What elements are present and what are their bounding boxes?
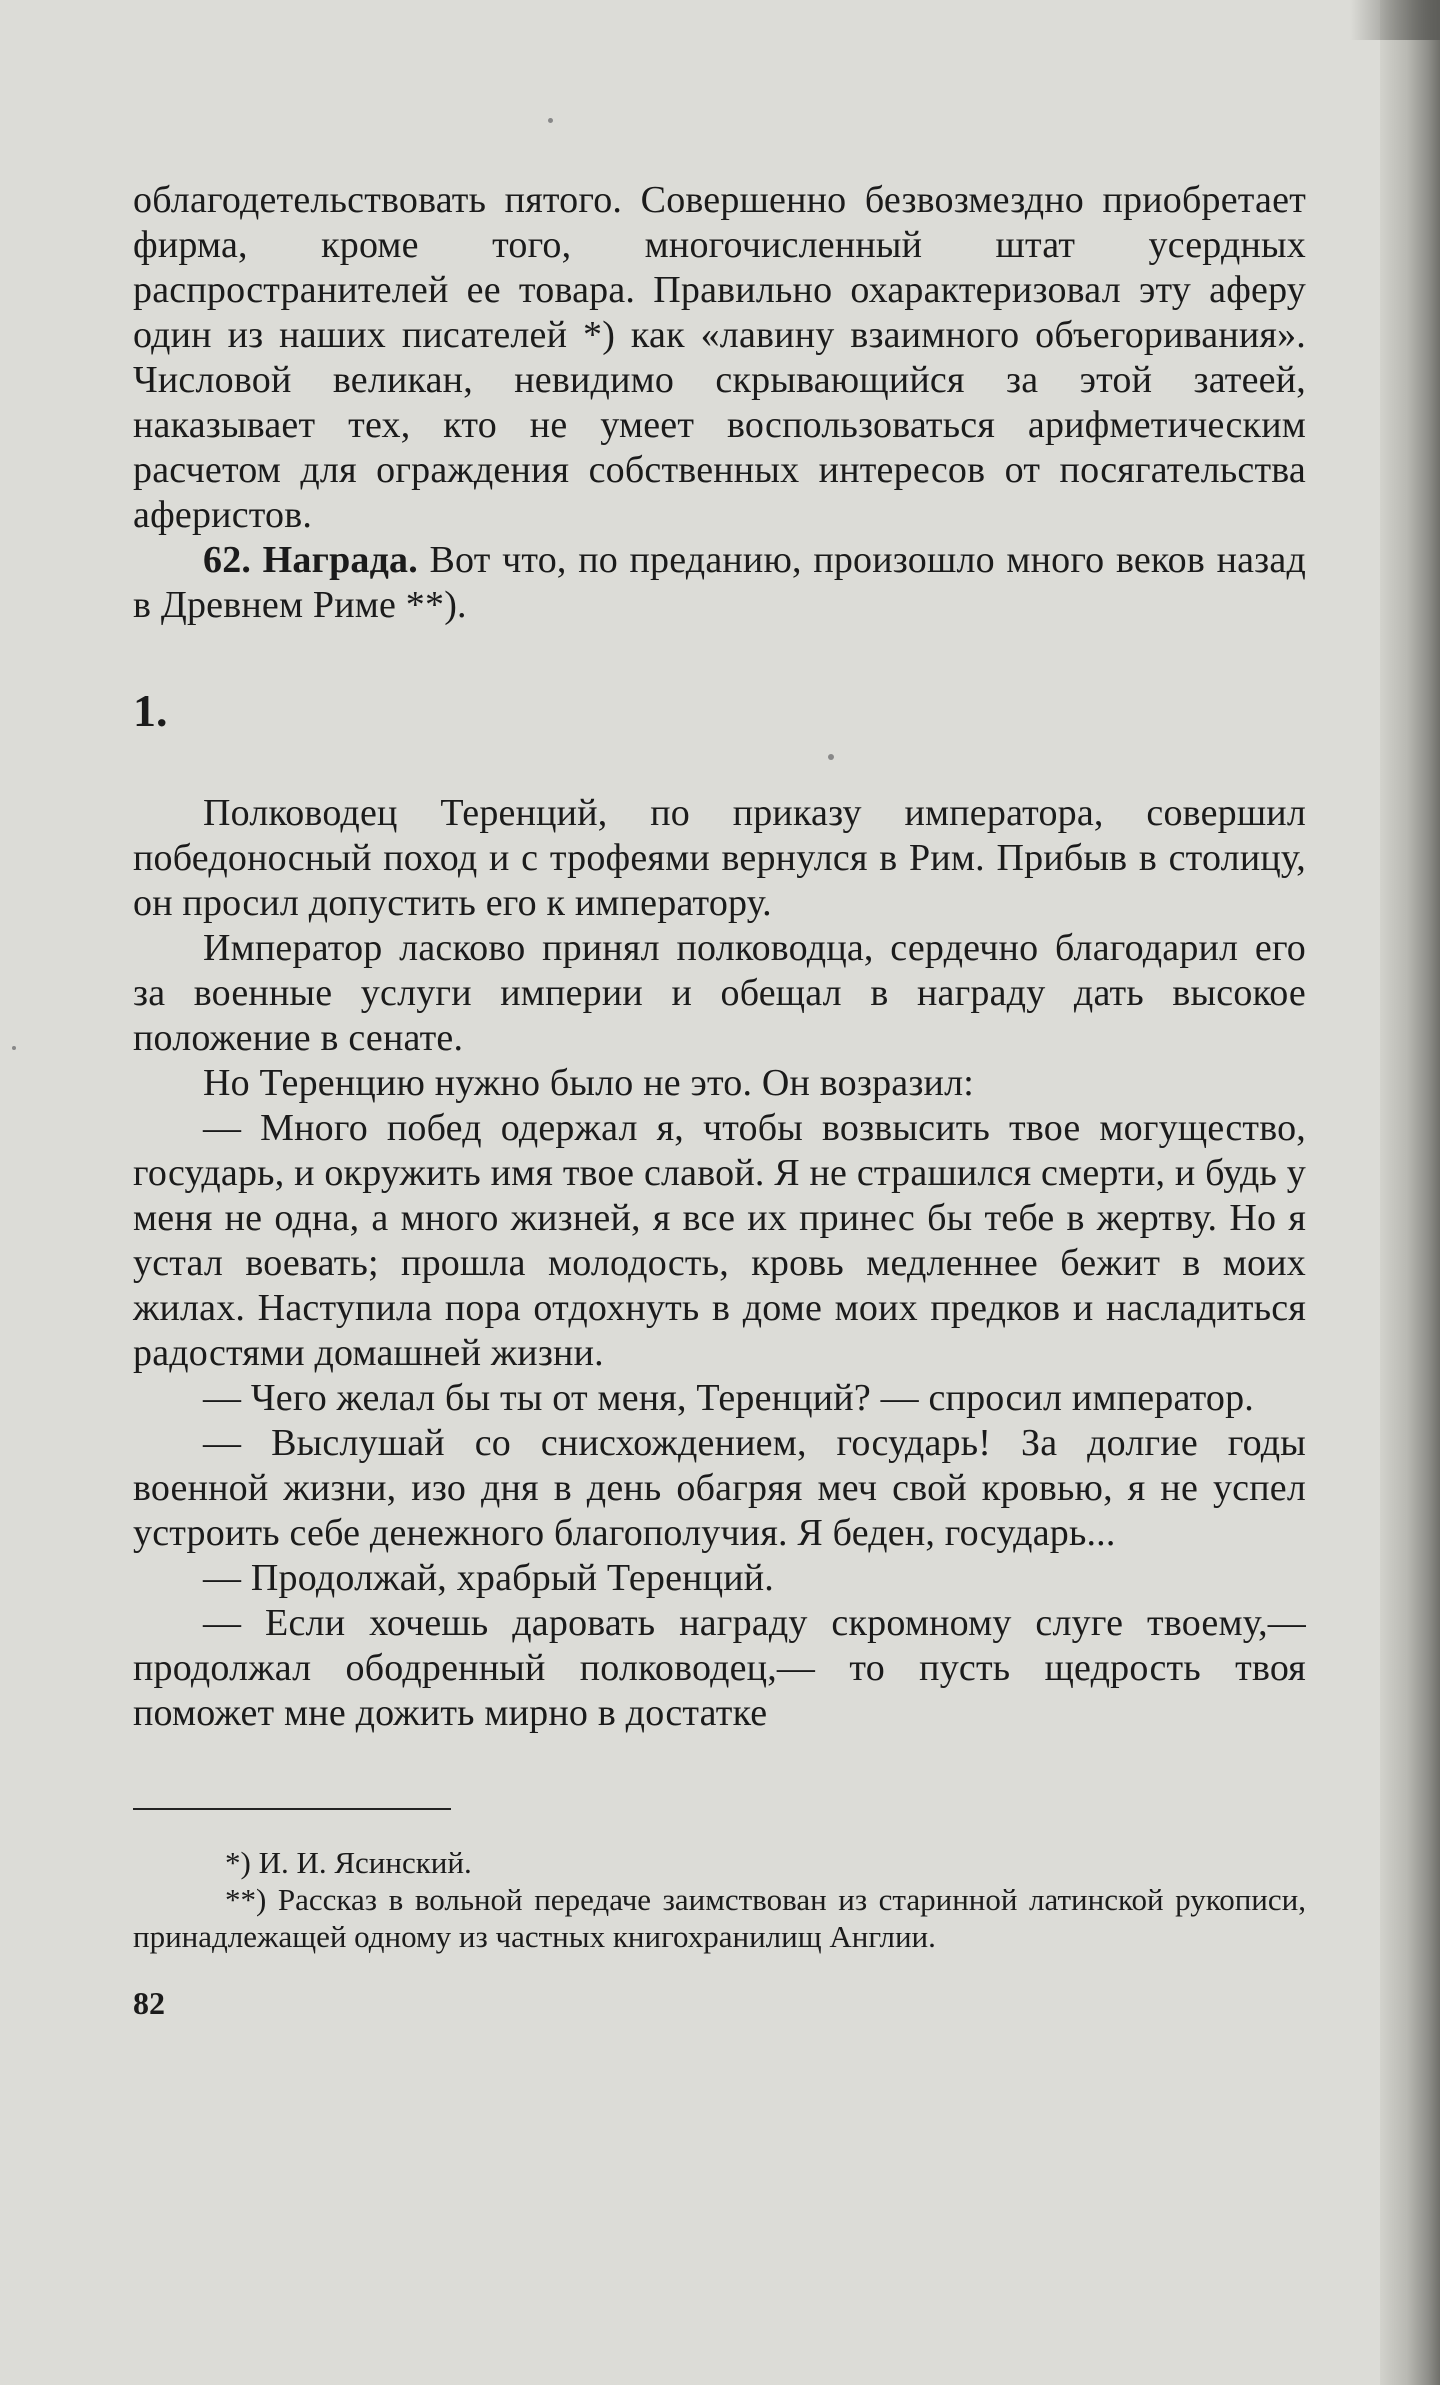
- print-speck: [548, 118, 553, 123]
- story-paragraph: — Если хочешь даровать награду скромному слуге твоему,— продолжал ободренный полководец,— то пусть щедрость твоя поможет мне дожить мирно в достатке: [133, 1602, 1306, 1734]
- story-paragraph: Полководец Теренций, по приказу императора, совершил победоносный поход и с трофеями вернулся в Рим. Прибыв в столицу, он просил допустить его к императору.: [133, 792, 1306, 924]
- page-number: 82: [133, 1985, 165, 2021]
- story-paragraph: — Выслушай со снисхождением, государь! За долгие годы военной жизни, изо дня в день обагряя меч свой кровью, я не успел устроить себе денежного благополучия. Я беден, государь...: [133, 1422, 1306, 1554]
- top-paragraph: облагодетельствовать пятого. Совершенно безвозмездно приобретает фирма, кроме того, многочисленный штат усердных распространителей ее товара. Правильно охарактеризовал эту аферу один из наших писателей *) как «лавину взаимного объегоривания». Числовой великан, невидимо скрывающийся за этой затеей, наказывает тех, кто не умеет воспользоваться арифметическим расчетом для ограждения собственных интересов от посягательства аферистов.: [133, 179, 1306, 536]
- story-paragraph: — Продолжай, храбрый Теренций.: [203, 1557, 775, 1599]
- part-number: 1.: [133, 685, 168, 736]
- story-paragraph: — Чего желал бы ты от меня, Теренций? — спросил император.: [203, 1377, 1254, 1419]
- story-paragraph: — Много побед одержал я, чтобы возвысить твое могущество, государь, и окружить имя твое славой. Я не страшился смерти, и будь у меня не одна, а много жизней, я все их принес бы тебе в жертву. Но я устал воевать; прошла молодость, кровь медленнее бежит в моих жилах. Наступила пора отдохнуть в доме моих предков и насладиться радостями домашней жизни.: [133, 1107, 1306, 1374]
- section-62-paragraph: [133, 538, 1306, 628]
- page-corner-shadow: [1350, 0, 1440, 40]
- story-paragraph: Но Теренцию нужно было не это. Он возразил:: [203, 1062, 975, 1104]
- footnote-2: **) Рассказ в вольной передаче заимствован из старинной латинской рукописи, принадлежащей одному из частных книгохранилищ Англии.: [133, 1882, 1306, 1954]
- story-paragraph: Император ласково принял полководца, сердечно благодарил его за военные услуги империи и обещал в награду дать высокое положение в сенате.: [133, 927, 1306, 1059]
- print-speck: [12, 1046, 16, 1050]
- page-edge-shadow: [1380, 0, 1440, 2385]
- footnote-1: *) И. И. Ясинский.: [225, 1845, 472, 1880]
- page-content: [133, 178, 1306, 2023]
- section-62-text: Вот что, по преданию, произошло много веков назад в Древнем Риме **).: [133, 539, 1306, 626]
- footnote-divider: [133, 1808, 451, 1810]
- section-62-heading: 62. Награда.: [203, 539, 418, 581]
